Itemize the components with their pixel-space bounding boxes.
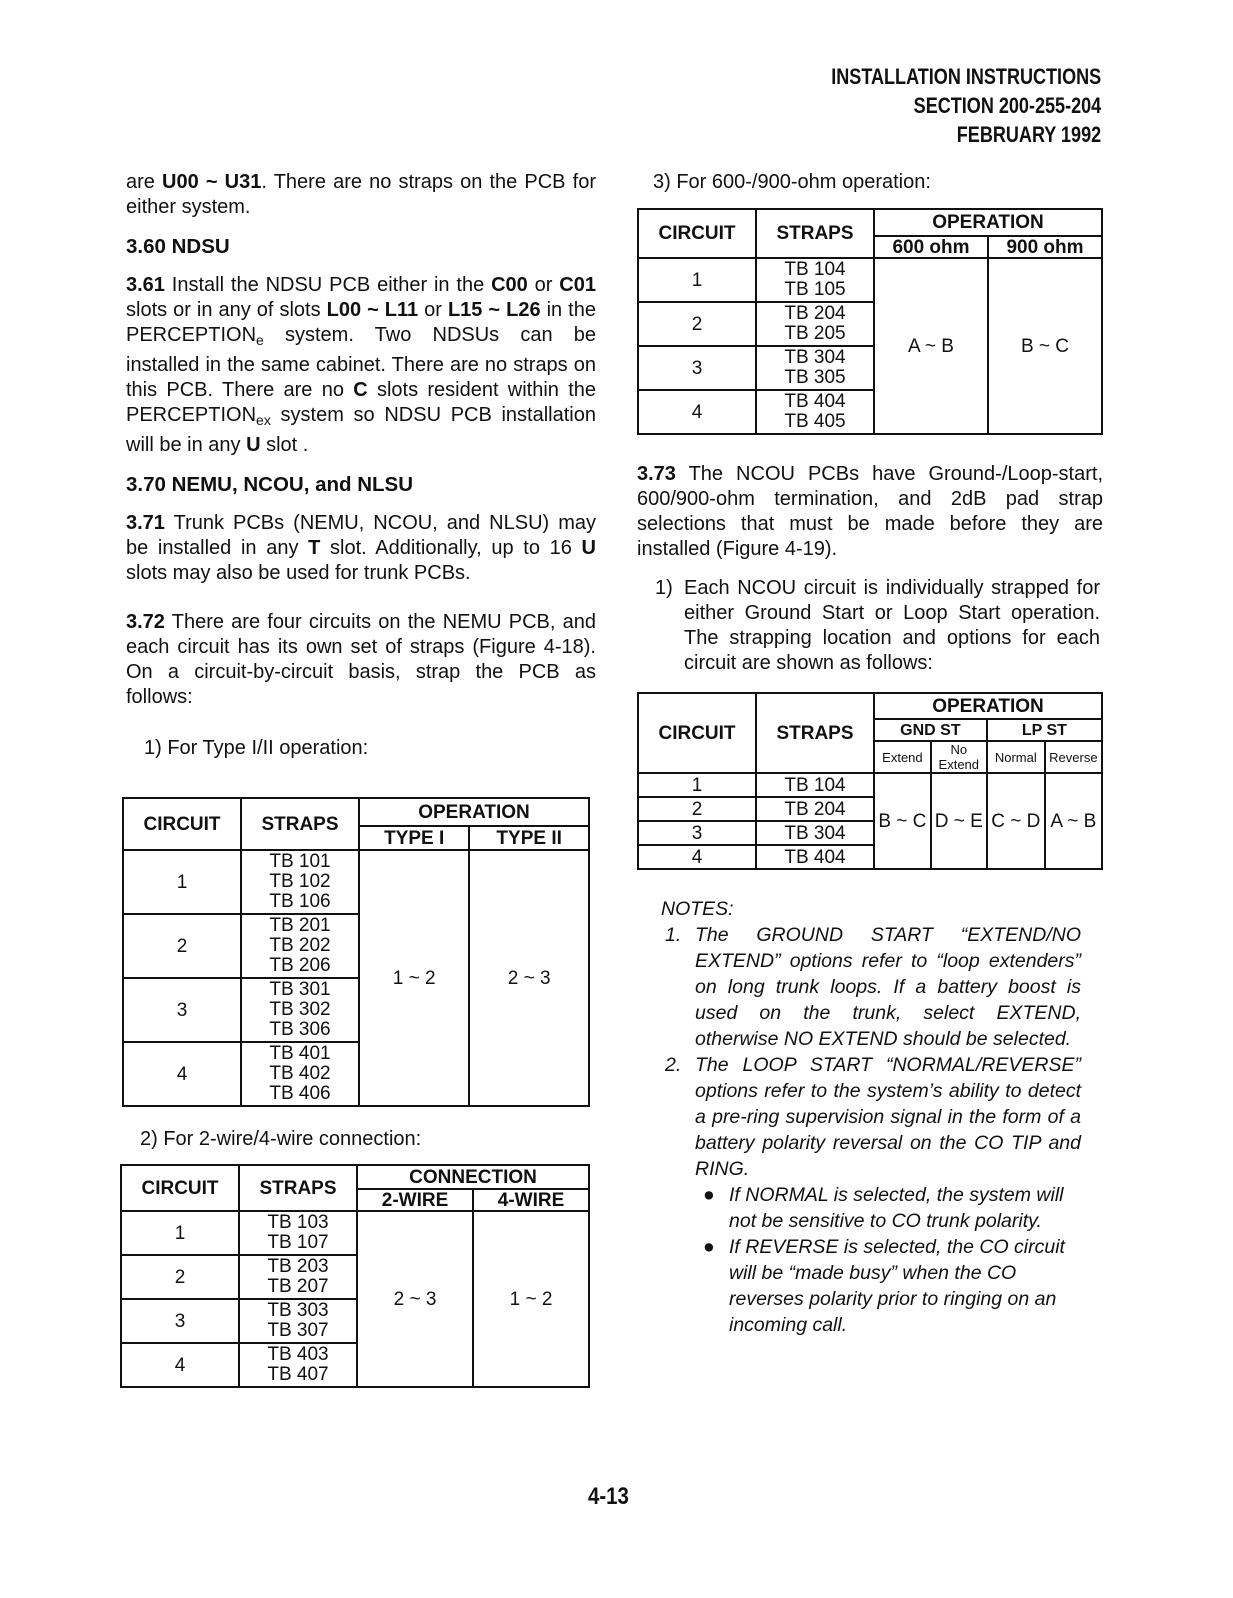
table-cell-600-ohm-value: A ~ B [874,258,988,434]
table-cell-900-ohm-value: B ~ C [988,258,1102,434]
note-bullet-reverse [661,1234,1081,1338]
list-item-number: 1) [655,577,673,599]
note-1 [661,922,1081,1052]
table-cell-circuit: 3 [123,978,241,1042]
table-cell-straps: TB 204 [756,797,874,821]
table-ohm-operation [637,208,1103,435]
col-header-straps: STRAPS [756,209,874,258]
table-cell-circuit: 4 [638,390,756,434]
table-cell-circuit: 1 [638,773,756,797]
table-type-operation [122,797,590,1107]
table-cell-straps: TB 204 TB 205 [756,302,874,346]
table-cell-straps: TB 201 TB 202 TB 206 [241,914,359,978]
note-text: The LOOP START “NORMAL/REVERSE” options refer to the system’s ability to detect a pre-ring supervision signal in the form of a battery polarity reversal on the CO TIP and RING. [695,1054,1081,1180]
table-cell-circuit: 1 [638,258,756,302]
paragraph-3-72: 3.72 There are four circuits on the NEMU PCB, and each circuit has its own set of straps (Figure 4-18). On a circuit-by-circuit basis, strap the PCB as follows: [126,611,596,708]
table-cell-circuit: 3 [638,346,756,390]
table-cell-reverse-value: A ~ B [1045,773,1102,869]
list-item-type-operation: 1) For Type I/II operation: [144,737,369,759]
col-header-900-ohm: 900 ohm [988,236,1102,258]
col-header-reverse: Reverse [1045,741,1102,773]
bullet-text: If REVERSE is selected, the CO circuit will be “made busy” when the CO reverses polarity prior to ringing on an incoming call. [729,1236,1065,1336]
note-number: 1. [665,924,682,946]
col-header-gnd-st: GND ST [874,719,987,741]
list-item-ohm-operation: 3) For 600-/900-ohm operation: [653,171,931,193]
page-number: 4-13 [588,1483,629,1510]
bullet-icon: ● [703,1184,715,1206]
table-wire-connection [120,1164,590,1388]
list-item-text: Each NCOU circuit is individually strapped for either Ground Start or Loop Start operation. The strapping location and options for each circuit are shown as follows: [684,577,1100,674]
col-header-straps: STRAPS [239,1165,357,1211]
note-number: 2. [665,1054,682,1076]
table-cell-circuit: 2 [638,302,756,346]
notes-block [637,896,1081,1338]
list-item-ncou-strapping [637,576,1100,676]
col-header-2-wire: 2-WIRE [357,1189,473,1211]
col-header-circuit: CIRCUIT [123,798,241,850]
table-cell-no-extend-value: D ~ E [931,773,987,869]
table-cell-straps: TB 104 [756,773,874,797]
table-cell-straps: TB 401 TB 402 TB 406 [241,1042,359,1106]
table-cell-straps: TB 203 TB 207 [239,1255,357,1299]
bullet-icon: ● [703,1236,715,1258]
col-header-normal: Normal [987,741,1045,773]
notes-title: NOTES: [661,898,734,920]
table-cell-circuit: 4 [638,845,756,869]
table-cell-straps: TB 101 TB 102 TB 106 [241,850,359,914]
note-bullet-normal [661,1182,1081,1234]
table-cell-circuit: 2 [121,1255,239,1299]
right-column [637,170,1103,1338]
table-cell-normal-value: C ~ D [987,773,1045,869]
page-header [831,62,1101,149]
header-date: FEBRUARY 1992 [956,122,1101,147]
col-header-circuit: CIRCUIT [638,209,756,258]
table-cell-circuit: 4 [123,1042,241,1106]
table-cell-straps: TB 404 TB 405 [756,390,874,434]
table-cell-circuit: 2 [123,914,241,978]
table-cell-straps: TB 403 TB 407 [239,1343,357,1387]
table-cell-straps: TB 304 TB 305 [756,346,874,390]
table-cell-straps: TB 303 TB 307 [239,1299,357,1343]
col-header-operation: OPERATION [874,209,1102,236]
col-header-circuit: CIRCUIT [121,1165,239,1211]
list-item-wire-connection: 2) For 2-wire/4-wire connection: [140,1128,422,1150]
col-header-operation: OPERATION [359,798,589,826]
intro-paragraph: are U00 ~ U31. There are no straps on the PCB for either system. [126,171,596,218]
table-cell-circuit: 4 [121,1343,239,1387]
col-header-connection: CONNECTION [357,1165,589,1189]
table-cell-straps: TB 104 TB 105 [756,258,874,302]
table-cell-type-1-value: 1 ~ 2 [359,850,469,1106]
col-header-type-1: TYPE I [359,826,469,850]
col-header-type-2: TYPE II [469,826,589,850]
table-cell-straps: TB 304 [756,821,874,845]
col-header-straps: STRAPS [241,798,359,850]
left-column [126,170,596,1388]
col-header-no-extend: No Extend [931,741,987,773]
paragraph-3-73: 3.73 The NCOU PCBs have Ground-/Loop-start, 600/900-ohm termination, and 2dB pad strap selections that must be made before they are installed (Figure 4-19). [637,463,1103,560]
col-header-600-ohm: 600 ohm [874,236,988,258]
section-heading-3-60: 3.60 NDSU [126,235,230,258]
table-cell-extend-value: B ~ C [874,773,931,869]
note-text: The GROUND START “EXTEND/NO EXTEND” options refer to “loop extenders” on long trunk loops. If a battery boost is used on the trunk, select EXTEND, otherwise NO EXTEND should be selected. [695,924,1081,1050]
table-cell-circuit: 3 [121,1299,239,1343]
table-cell-straps: TB 301 TB 302 TB 306 [241,978,359,1042]
col-header-straps: STRAPS [756,693,874,773]
paragraph-3-71: 3.71 Trunk PCBs (NEMU, NCOU, and NLSU) may be installed in any T slot. Additionally, up to 16 U slots may also be used for trunk PCBs. [126,512,596,584]
header-section: SECTION 200-255-204 [913,93,1101,118]
table-cell-2-wire-value: 2 ~ 3 [357,1211,473,1387]
table-gnd-lp-operation [637,692,1103,870]
col-header-extend: Extend [874,741,931,773]
paragraph-3-61: 3.61 Install the NDSU PCB either in the C00 or C01 slots or in any of slots L00 ~ L11 or L15 ~ L26 in the $PERCEPTION_e$ system. Two NDSUs can be installed in the same cabinet. There are no straps on this PCB. There are no C slots resident within the $PERCEPTION_{ex}$ system so NDSU PCB installation will be in any U slot . [126,274,597,456]
bullet-text: If NORMAL is selected, the system will not be sensitive to CO trunk polarity. [729,1184,1064,1232]
table-cell-4-wire-value: 1 ~ 2 [473,1211,589,1387]
table-cell-circuit: 2 [638,797,756,821]
col-header-lp-st: LP ST [987,719,1102,741]
col-header-4-wire: 4-WIRE [473,1189,589,1211]
table-cell-straps: TB 404 [756,845,874,869]
table-cell-straps: TB 103 TB 107 [239,1211,357,1255]
col-header-circuit: CIRCUIT [638,693,756,773]
table-cell-circuit: 1 [123,850,241,914]
col-header-operation: OPERATION [874,693,1102,719]
header-title: INSTALLATION INSTRUCTIONS [831,64,1101,89]
table-cell-circuit: 1 [121,1211,239,1255]
note-2 [661,1052,1081,1182]
section-heading-3-70: 3.70 NEMU, NCOU, and NLSU [126,473,414,496]
table-cell-type-2-value: 2 ~ 3 [469,850,589,1106]
table-cell-circuit: 3 [638,821,756,845]
